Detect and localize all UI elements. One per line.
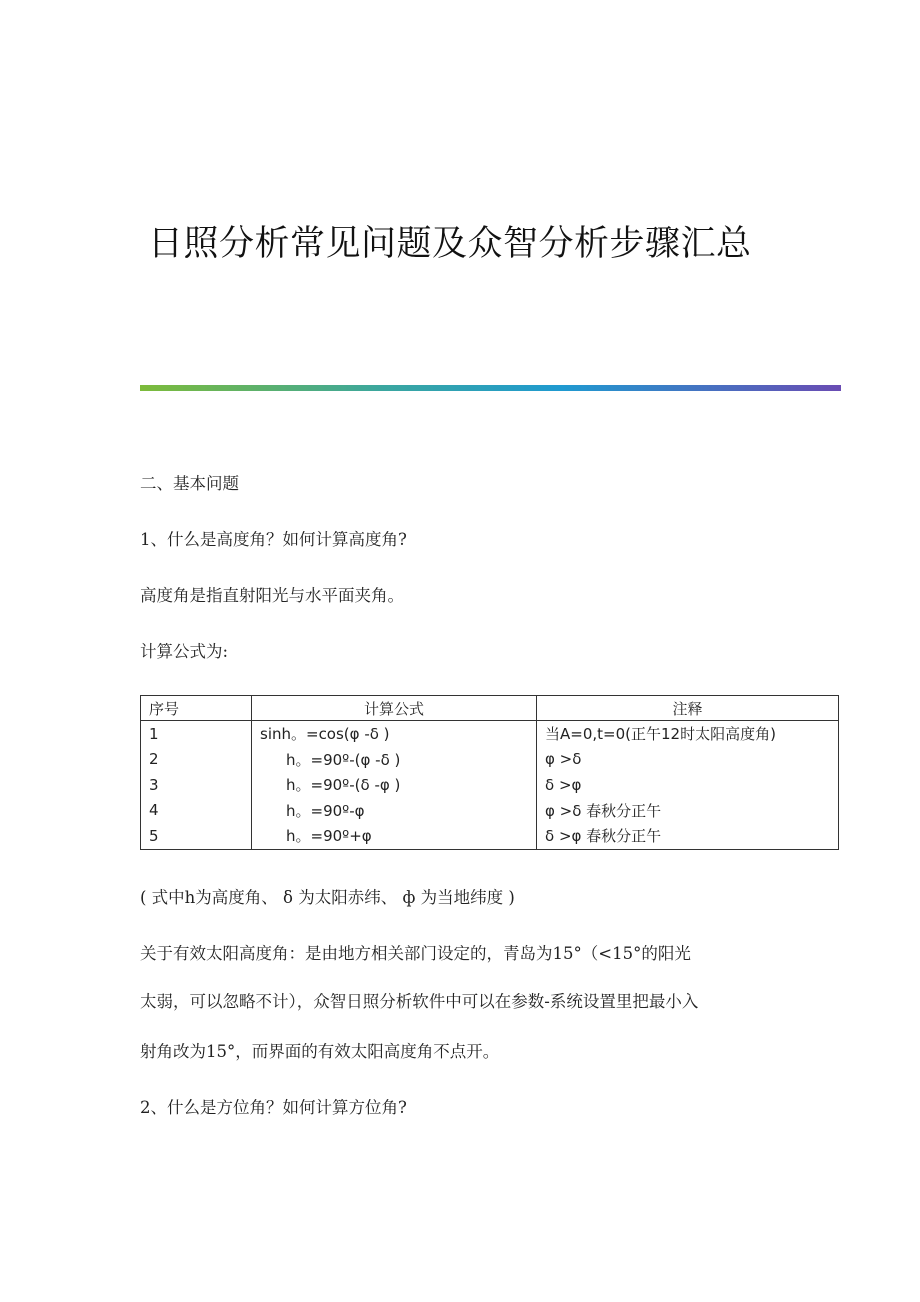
table-header-row [141,696,839,721]
header-seq: 序号 [141,696,252,721]
row-note: φ >δ [537,747,839,773]
question-2: 2、什么是方位角？如何计算方位角? [140,1098,407,1117]
table-row [141,798,839,824]
row-note: δ >φ 春秋分正午 [537,823,839,849]
row-no: 1 [141,721,252,747]
row-formula: h。=90º+φ [252,823,537,849]
row-formula: sinh。=cos(φ -δ ) [252,721,537,747]
table-row [141,772,839,798]
header-note: 注释 [537,696,839,721]
row-no: 2 [141,747,252,773]
row-note: φ >δ 春秋分正午 [537,798,839,824]
effective-angle-line-1: 关于有效太阳高度角：是由地方相关部门设定的，青岛为15°（<15°的阳光 [140,944,691,963]
definition-paragraph: 高度角是指直射阳光与水平面夹角。 [140,586,404,605]
table-row [141,721,839,747]
section-heading: 二、基本问题 [140,474,239,493]
header-formula: 计算公式 [252,696,537,721]
row-no: 4 [141,798,252,824]
row-formula: h。=90º-(δ -φ ) [252,772,537,798]
row-note: δ >φ [537,772,839,798]
row-formula: h。=90º-(φ -δ ) [252,747,537,773]
table-row [141,747,839,773]
formula-intro: 计算公式为: [140,642,229,661]
title-divider [140,385,841,391]
row-note: 当A=0,t=0(正午12时太阳高度角) [537,721,839,747]
formula-table [140,695,839,850]
effective-angle-line-2: 太弱，可以忽略不计），众智日照分析软件中可以在参数-系统设置里把最小入 [140,992,699,1011]
row-no: 5 [141,823,252,849]
effective-angle-line-3: 射角改为15°，而界面的有效太阳高度角不点开。 [140,1042,500,1061]
table-row [141,823,839,849]
question-1: 1、什么是高度角？如何计算高度角? [140,530,407,549]
document-title: 日照分析常见问题及众智分析步骤汇总 [148,224,752,264]
row-formula: h。=90º-φ [252,798,537,824]
row-no: 3 [141,772,252,798]
symbol-legend: ( 式中h为高度角、 δ 为太阳赤纬、 ф 为当地纬度 ) [140,888,515,907]
